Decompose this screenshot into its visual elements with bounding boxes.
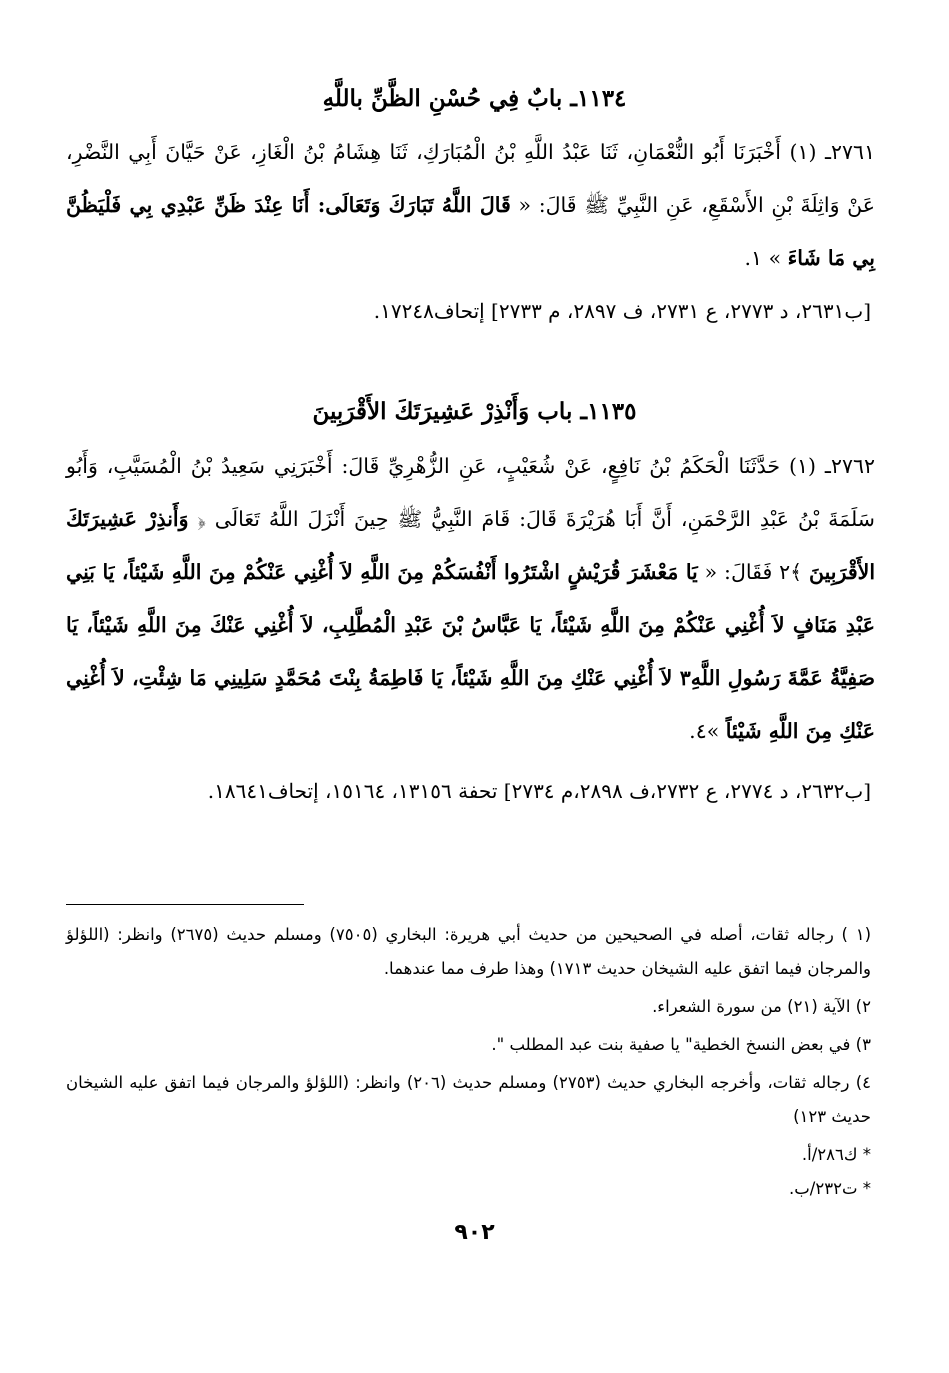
reference-2761: [ب٢٦٣١، د ٢٧٧٣، ع ٢٧٣١، ف ٢٨٩٧، م ٢٧٣٣] إتحاف١٧٢٤٨. [373,299,871,323]
page-number: ٩٠٢ [454,1220,495,1245]
hadith-2761-end: » ١. [744,246,788,270]
manuscript-marker-2: * ت٢٣٢/ب. [789,1179,871,1198]
hadith-2761-isnad: ٢٧٦١ـ (١) أَخْبَرَنَا أَبُو النُّعْمَانِ، ثَنَا عَبْدُ اللَّهِ بْنُ الْمُبَارَكِ، ثَنَا هِشَامُ بْنُ الْغَازِ، عَنْ حَيَّانَ أَبِي النَّضْرِ، عَنْ وَاثِلَةَ بْنِ الأَسْقَعِ، عَنِ النَّبِيِّ ﷺ قَالَ: « [66,140,876,217]
footnote-2: ٢) الآية (٢١) من سورة الشعراء. [652,997,871,1016]
hadith-2762-isnad: ٢٧٦٢ـ (١) حَدَّثَنَا الْحَكَمُ بْنُ نَافِعٍ، عَنْ شُعَيْبٍ، عَنِ الزُّهْرِيِّ قَالَ: أَخْبَرَنِي سَعِيدُ بْنُ الْمُسَيَّبِ، وَأَبُو سَلَمَةَ بْنُ عَبْدِ الرَّحْمَنِ، أَنَّ أَبَا هُرَيْرَةَ قَالَ: قَامَ النَّبِيُّ ﷺ حِينَ أَنْزَلَ اللَّهُ تَعَالَى ﴿ [66,454,875,531]
chapter-heading-1134: ١١٣٤ـ بابٌ فِي حُسْنِ الظَّنِّ باللَّهِ [322,85,627,112]
chapter-heading-1135: ١١٣٥ـ باب وَأَنْذِرْ عَشِيرَتَكَ الأَقْرَبِينَ [312,398,637,425]
quran-verse: وَأَنذِرْ عَشِيرَتَكَ الأَقْرَبِينَ [66,507,876,584]
footnote-divider [66,904,304,905]
footnote-1: (١ ) رجاله ثقات، أصله في الصحيحين من حديث أبي هريرة: البخاري (٧٥٠٥) ومسلم حديث (٢٦٧٥) وانظر: (اللؤلؤ والمرجان فيما اتفق عليه الشيخان حديث ١٧١٣) وهذا طرف مما عندهما. [66,925,871,978]
manuscript-marker-1: * ك٢٨٦/أ. [801,1145,871,1164]
hadith-2762-intro: ﴾٢ فَقَالَ: « [697,560,810,584]
hadith-2761 [66,126,875,285]
reference-2762: [ب٢٦٣٢، د ٢٧٧٤، ع ٢٧٣٢،ف ٢٨٩٨،م ٢٧٣٤] تحفة ١٣١٥٦، ١٥١٦٤، إتحاف١٨٦٤١. [207,779,871,803]
footnotes [66,918,871,1206]
footnote-4: ٤) رجاله ثقات، وأخرجه البخاري حديث (٢٧٥٣) ومسلم حديث (٢٠٦) وانظر: (اللؤلؤ والمرجان فيما اتفق عليه الشيخان حديث ١٢٣) [66,1073,872,1126]
hadith-2762-end: »٤. [689,719,726,743]
hadith-2762-matn: يَا مَعْشَرَ قُرَيْشٍ اشْتَرُوا أَنْفُسَكُمْ مِنَ اللَّهِ لاَ أُغْنِي عَنْكُمْ مِنَ اللَّهِ شَيْئاً، يَا بَنِي عَبْدِ مَنَافٍ لاَ أُغْنِي عَنْكُمْ مِنَ اللَّهِ شَيْئاً، يَا عَبَّاسُ بْنَ عَبْدِ الْمُطَّلِبِ، لاَ أُغْنِي عَنْكَ مِنَ اللَّهِ شَيْئاً، يَا صَفِيَّةُ عَمَّةَ رَسُولِ اللَّهِ٣ لاَ أُغْنِي عَنْكِ مِنَ اللَّهِ شَيْئاً، يَا فَاطِمَةُ بِنْتَ مُحَمَّدٍ سَلِينِي مَا شِئْتِ، لاَ أُغْنِي عَنْكِ مِنَ اللَّهِ شَيْئاً [66,560,875,743]
footnote-3: ٣) في بعض النسخ الخطية" يا صفية بنت عبد المطلب ". [491,1035,871,1054]
hadith-2762 [66,440,875,758]
hadith-2761-matn: قَالَ اللَّهُ تَبَارَكَ وَتَعَالَى: أَنَا عِنْدَ ظَنِّ عَبْدِي بِي فَلْيَظُنَّ بِي مَا شَاءَ [66,193,875,270]
